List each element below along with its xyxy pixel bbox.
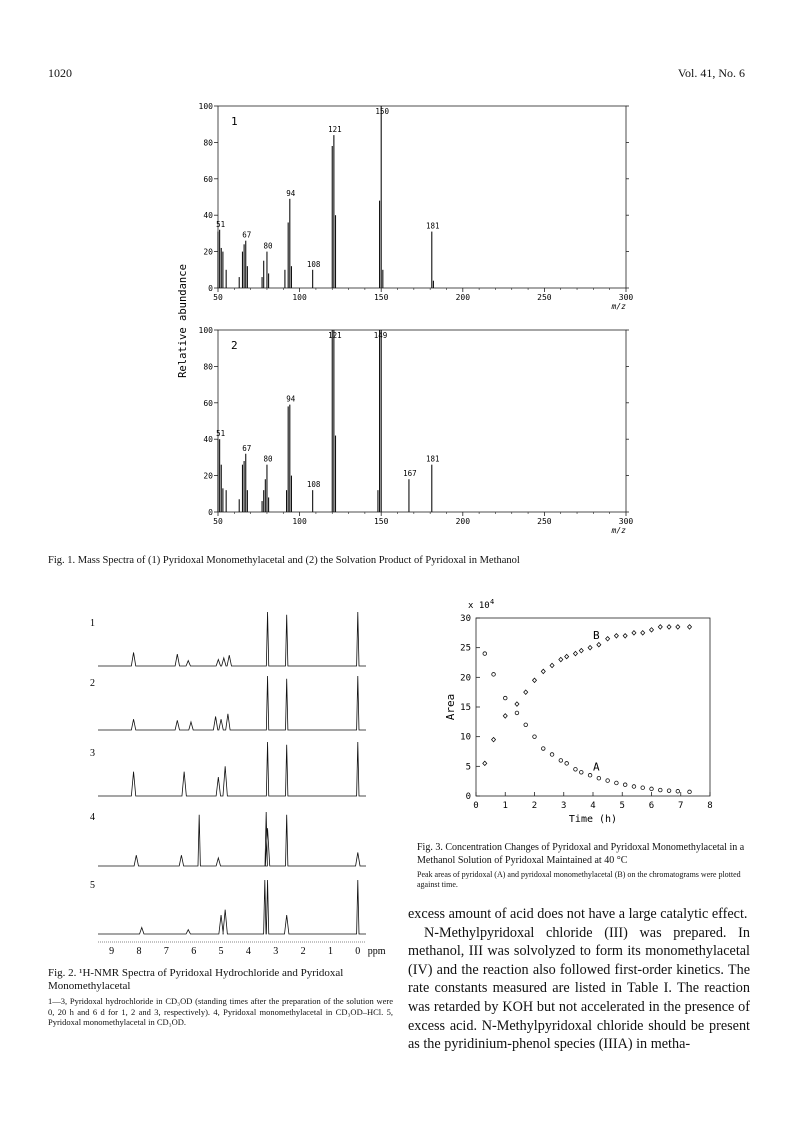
x-tick-label: 8: [707, 801, 713, 811]
y-multiplier-exp: 4: [490, 598, 495, 606]
point-A: [623, 783, 627, 787]
body-paragraph-2: N-Methylpyridoxal chloride (III) was prepared. In methanol, III was solvolyzed to form its monomethylacetal (IV) and the reaction also followed first-order kinetics. The rate constants measured are listed in Table I. The reaction was retarded by KOH but not accelerated in the presence of excess acid. N-Methylpyridoxal chloride should be present as the pyridinium-phenol species (IIIA) in metha-: [408, 924, 750, 1053]
peak-label: 121: [328, 125, 342, 135]
x-unit: m/z: [611, 302, 626, 311]
y-tick-label: 100: [198, 102, 213, 111]
peak-label: 51: [216, 429, 226, 439]
trace-label: 4: [90, 812, 95, 823]
ppm-tick-label: 5: [218, 946, 224, 957]
y-tick-label: 100: [198, 326, 213, 335]
peak-label: 94: [286, 394, 296, 404]
trace-label: 2: [90, 678, 95, 689]
panel-label: 2: [231, 339, 238, 352]
ppm-tick-label: 6: [191, 946, 197, 957]
point-A: [615, 781, 619, 785]
point-A: [588, 773, 592, 777]
point-A: [667, 789, 671, 793]
body-text: [408, 905, 750, 1054]
x-tick-label: 200: [455, 293, 471, 302]
point-B: [492, 737, 496, 741]
x-tick-label: 150: [373, 293, 389, 302]
ppm-tick-label: 3: [273, 946, 279, 957]
point-B: [541, 669, 545, 673]
point-A: [574, 768, 578, 772]
point-B: [503, 714, 507, 718]
nmr-trace: [98, 880, 366, 934]
peak-label: 181: [426, 221, 440, 231]
fig2-caption-title: Fig. 2. ¹H-NMR Spectra of Pyridoxal Hydrochloride and Pyridoxal Monomethylacetal: [48, 967, 344, 992]
nmr-trace: [98, 742, 366, 796]
x-tick-label: 6: [648, 801, 655, 811]
y-tick-label: 60: [203, 174, 213, 184]
point-B: [579, 648, 583, 652]
x-tick-label: 4: [590, 801, 596, 811]
point-A: [650, 787, 654, 791]
point-B: [641, 631, 645, 635]
point-B: [688, 625, 692, 629]
peak-label: 150: [375, 107, 389, 116]
series-label-A: A: [593, 760, 600, 774]
point-A: [533, 735, 537, 739]
y-tick-label: 0: [208, 284, 213, 293]
peak-label: 121: [328, 331, 342, 340]
point-B: [533, 678, 537, 682]
x-tick-label: 3: [561, 801, 567, 811]
point-B: [565, 654, 569, 658]
fig2-caption-note: 1—3, Pyridoxal hydrochloride in CD₃OD (standing times after the preparation of the solution were 0, 20 h and 6 d for 1, 2 and 3, respectively). 4, Pyridoxal monomethylacetal in CD₃OD–HCl. 5, Pyridoxal monomethylacetal in CD₃OD.: [48, 996, 393, 1027]
point-B: [597, 643, 601, 647]
ppm-tick-label: 4: [245, 946, 251, 957]
x-unit: m/z: [611, 526, 626, 535]
point-B: [483, 761, 487, 765]
x-tick-label: 150: [373, 517, 389, 526]
point-A: [524, 723, 528, 727]
y-tick-label: 0: [208, 508, 213, 517]
x-tick-label: 300: [618, 293, 634, 302]
point-A: [676, 789, 680, 793]
fig3-caption-title: Fig. 3. Concentration Changes of Pyridoxal and Pyridoxal Monomethylacetal in a Methanol Solution of Pyridoxal Maintained at 40 °C: [417, 842, 745, 866]
fig1-caption: Fig. 1. Mass Spectra of (1) Pyridoxal Monomethylacetal and (2) the Solvation Product of Pyridoxal in Methanol: [48, 555, 520, 566]
peak-label: 67: [242, 443, 252, 453]
point-B: [676, 625, 680, 629]
point-A: [541, 747, 545, 751]
x-tick-label: 300: [618, 517, 634, 526]
point-B: [632, 631, 636, 635]
point-B: [588, 645, 592, 649]
y-tick-label: 80: [203, 138, 213, 148]
plot-frame: [218, 106, 626, 288]
point-A: [606, 779, 610, 783]
point-B: [559, 657, 563, 661]
point-A: [632, 785, 636, 789]
y-tick-label: 40: [203, 211, 213, 221]
ppm-tick-label: 0: [355, 946, 361, 957]
peak-label: 149: [373, 331, 388, 340]
ppm-tick-label: 1: [327, 946, 333, 957]
x-tick-label: 100: [292, 293, 307, 302]
y-axis-label: Relative abundance: [177, 264, 189, 378]
peak-label: 80: [263, 454, 273, 464]
peak-label: 94: [286, 188, 296, 198]
x-tick-label: 1: [502, 801, 508, 811]
point-A: [658, 788, 662, 792]
y-tick-label: 5: [465, 762, 471, 773]
body-paragraph-1: excess amount of acid does not have a large catalytic effect.: [408, 906, 748, 922]
point-A: [515, 711, 519, 715]
fig3-concentration-chart: [440, 596, 750, 830]
x-tick-label: 2: [531, 801, 538, 811]
point-A: [641, 786, 645, 790]
plot-frame: [218, 330, 626, 512]
nmr-trace: [98, 812, 366, 866]
trace-label: 1: [90, 618, 95, 629]
ppm-tick-label: 2: [300, 946, 306, 957]
peak-label: 80: [263, 241, 273, 251]
ppm-unit: ppm: [367, 946, 386, 957]
point-A: [565, 762, 569, 766]
nmr-trace: [98, 612, 366, 666]
y-tick-label: 10: [460, 732, 471, 743]
y-axis-label: Area: [444, 693, 457, 721]
x-tick-label: 100: [292, 517, 307, 526]
point-A: [503, 696, 507, 700]
x-tick-label: 250: [537, 293, 552, 302]
nmr-trace: [98, 676, 366, 730]
point-B: [515, 702, 519, 706]
point-B: [623, 634, 627, 638]
y-tick-label: 20: [460, 673, 471, 684]
point-B: [614, 634, 618, 638]
point-B: [650, 628, 654, 632]
point-A: [688, 790, 692, 794]
y-tick-label: 20: [203, 471, 213, 481]
x-tick-label: 50: [213, 293, 223, 302]
y-tick-label: 15: [460, 703, 471, 713]
y-tick-label: 25: [460, 643, 471, 654]
point-A: [559, 759, 563, 763]
y-tick-label: 60: [203, 398, 213, 408]
point-B: [658, 625, 662, 629]
x-tick-label: 5: [619, 801, 625, 811]
peak-label: 51: [216, 219, 226, 229]
x-axis-label: Time (h): [568, 814, 618, 825]
peak-label: 108: [306, 480, 321, 490]
peak-label: 167: [403, 469, 417, 479]
y-multiplier: x 10: [468, 601, 490, 611]
trace-label: 5: [90, 880, 95, 891]
point-A: [580, 770, 584, 774]
point-A: [483, 652, 487, 656]
point-B: [573, 651, 577, 655]
fig3-caption-note: Peak areas of pyridoxal (A) and pyridoxal monomethylacetal (B) on the chromatograms were plotted against time.: [417, 870, 741, 889]
point-B: [667, 625, 671, 629]
x-tick-label: 250: [537, 517, 552, 526]
point-B: [606, 637, 610, 641]
y-tick-label: 30: [460, 614, 471, 624]
series-label-B: B: [593, 628, 600, 642]
y-tick-label: 0: [465, 792, 471, 802]
y-tick-label: 20: [203, 247, 213, 257]
ppm-tick-label: 8: [136, 946, 142, 957]
x-tick-label: 200: [455, 517, 471, 526]
trace-label: 3: [90, 748, 95, 759]
ppm-tick-label: 9: [109, 946, 115, 957]
panel-label: 1: [231, 115, 238, 128]
peak-label: 108: [306, 259, 321, 269]
y-tick-label: 80: [203, 362, 213, 372]
ppm-tick-label: 7: [163, 946, 169, 957]
x-tick-label: 7: [678, 801, 684, 811]
fig2-nmr-spectra: [86, 600, 386, 960]
fig1-mass-spectra: [170, 96, 640, 546]
x-tick-label: 50: [213, 517, 223, 526]
peak-label: 67: [242, 230, 252, 240]
point-A: [550, 753, 554, 757]
point-A: [492, 673, 496, 677]
point-B: [550, 663, 554, 667]
peak-label: 181: [426, 454, 440, 464]
journal-volume: Vol. 41, No. 6: [677, 66, 745, 80]
x-tick-label: 0: [473, 801, 479, 811]
point-A: [597, 776, 601, 780]
page-number: 1020: [48, 66, 72, 80]
point-B: [524, 690, 528, 694]
y-tick-label: 40: [203, 435, 213, 445]
